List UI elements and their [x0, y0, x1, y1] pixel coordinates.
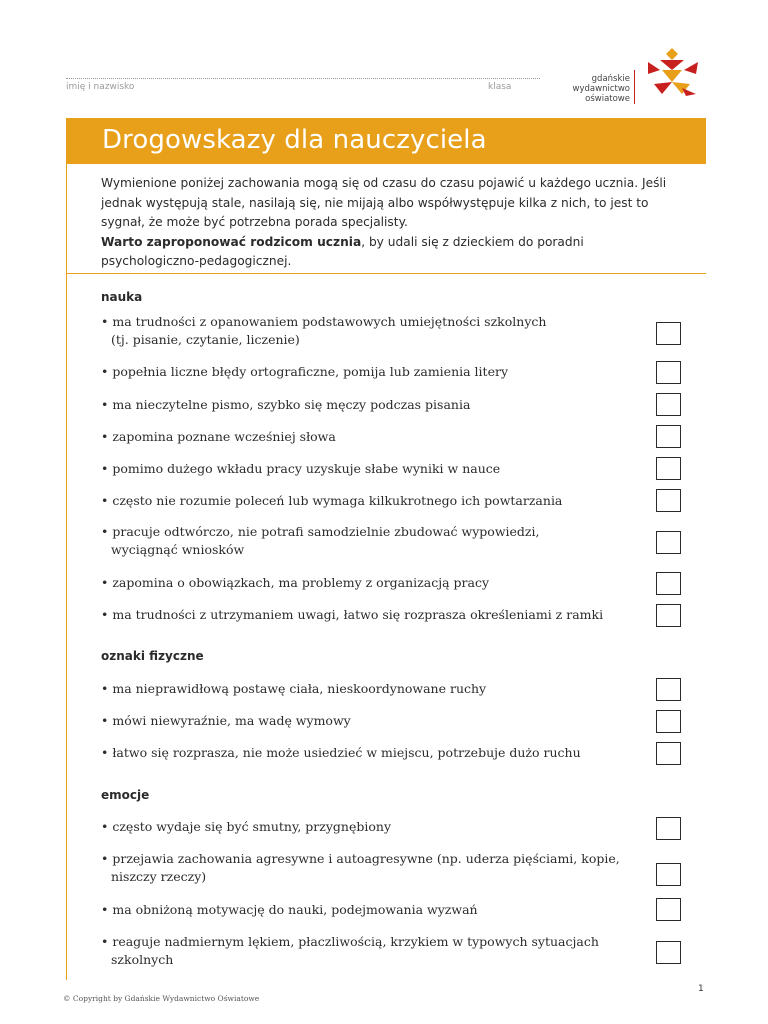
checkbox[interactable] — [656, 742, 681, 765]
checklist-item — [101, 363, 641, 381]
checklist-item — [101, 396, 641, 414]
checklist-item — [101, 523, 641, 559]
logo-text — [564, 74, 630, 104]
checkbox[interactable] — [656, 572, 681, 595]
page-title: Drogowskazy dla nauczyciela — [102, 125, 487, 155]
item-text-continued: niszczy rzeczy) — [111, 869, 207, 884]
name-field-line[interactable] — [66, 78, 540, 79]
checklist-item — [101, 901, 641, 919]
item-text: • ma nieprawidłową postawę ciała, nieskoordynowane ruchy — [101, 681, 487, 696]
item-text: • łatwo się rozprasza, nie może usiedzieć w miejscu, potrzebuje dużo ruchu — [101, 745, 581, 760]
checkbox[interactable] — [656, 361, 681, 384]
checkbox[interactable] — [656, 863, 681, 886]
logo-text-line: wydawnictwo — [572, 84, 630, 94]
item-text: • reaguje nadmiernym lękiem, płaczliwością, krzykiem w typowych sytuacjach — [101, 934, 599, 949]
item-text: • pracuje odtwórczo, nie potrafi samodzielnie zbudować wypowiedzi, — [101, 524, 540, 539]
publisher-logo — [564, 48, 704, 112]
checkbox[interactable] — [656, 817, 681, 840]
checklist-item — [101, 933, 641, 969]
section-heading-nauka: nauka — [101, 290, 143, 304]
item-text: • ma trudności z opanowaniem podstawowych umiejętności szkolnych — [101, 314, 547, 329]
checkbox[interactable] — [656, 941, 681, 964]
title-bar — [66, 118, 706, 164]
checkbox[interactable] — [656, 898, 681, 921]
checkbox[interactable] — [656, 425, 681, 448]
page-number: 1 — [698, 984, 704, 994]
item-text: • często wydaje się być smutny, przygnębiony — [101, 819, 392, 834]
item-text-continued: wyciągnąć wniosków — [111, 542, 245, 557]
intro-divider — [66, 273, 706, 274]
item-text-continued: szkolnych — [111, 952, 174, 967]
item-text: • ma trudności z utrzymaniem uwagi, łatwo się rozprasza określeniami z ramki — [101, 607, 604, 622]
checkbox[interactable] — [656, 322, 681, 345]
checkbox[interactable] — [656, 393, 681, 416]
item-text: • pomimo dużego wkładu pracy uzyskuje słabe wyniki w nauce — [101, 461, 501, 476]
intro-bold-text: Warto zaproponować rodzicom ucznia — [101, 234, 362, 249]
checklist-item — [101, 492, 641, 510]
checklist-item — [101, 574, 641, 592]
section-heading-oznaki-fizyczne: oznaki fizyczne — [101, 649, 204, 663]
item-text-continued: (tj. pisanie, czytanie, liczenie) — [111, 332, 300, 347]
item-text: • mówi niewyraźnie, ma wadę wymowy — [101, 713, 351, 728]
logo-mark-icon — [638, 48, 700, 100]
checklist-item — [101, 680, 641, 698]
item-text: • popełnia liczne błędy ortograficzne, pomija lub zamienia litery — [101, 364, 509, 379]
item-text: • zapomina o obowiązkach, ma problemy z organizacją pracy — [101, 575, 490, 590]
section-heading-emocje: emocje — [101, 788, 150, 802]
logo-divider — [634, 70, 635, 104]
checkbox[interactable] — [656, 457, 681, 480]
checkbox[interactable] — [656, 604, 681, 627]
class-label: klasa — [488, 82, 512, 92]
intro-text-end: , by udali się z dzieckiem do poradni psychologiczno-pedagogicznej. — [101, 234, 584, 268]
checkbox[interactable] — [656, 710, 681, 733]
intro-text: Wymienione poniżej zachowania mogą się od czasu do czasu pojawić u każdego ucznia. Jeśli jednak występują stale, nasilają się, nie mijają albo współwystępuje kilka z nich, to jest to sygnał, że może być potrzebna porada specjalisty. — [101, 176, 667, 229]
checklist-item — [101, 818, 641, 836]
logo-text-line: oświatowe — [585, 94, 630, 104]
checkbox[interactable] — [656, 489, 681, 512]
item-text: • ma obniżoną motywację do nauki, podejmowania wyzwań — [101, 902, 478, 917]
checklist-item — [101, 712, 641, 730]
checklist-item — [101, 428, 641, 446]
checklist-item — [101, 606, 641, 624]
intro-paragraph — [101, 174, 681, 272]
checkbox[interactable] — [656, 678, 681, 701]
logo-text-line: gdańskie — [591, 74, 630, 84]
checklist-item — [101, 850, 641, 886]
name-label: imię i nazwisko — [66, 82, 135, 92]
item-text: • ma nieczytelne pismo, szybko się męczy podczas pisania — [101, 397, 471, 412]
checklist-item — [101, 460, 641, 478]
copyright-notice: © Copyright by Gdańskie Wydawnictwo Oświatowe — [63, 994, 260, 1003]
item-text: • przejawia zachowania agresywne i autoagresywne (np. uderza pięściami, kopie, — [101, 851, 620, 866]
checklist-item — [101, 313, 641, 349]
item-text: • zapomina poznane wcześniej słowa — [101, 429, 336, 444]
checkbox[interactable] — [656, 531, 681, 554]
left-accent-rule — [66, 118, 67, 980]
checklist-item — [101, 744, 641, 762]
item-text: • często nie rozumie poleceń lub wymaga kilkukrotnego ich powtarzania — [101, 493, 563, 508]
